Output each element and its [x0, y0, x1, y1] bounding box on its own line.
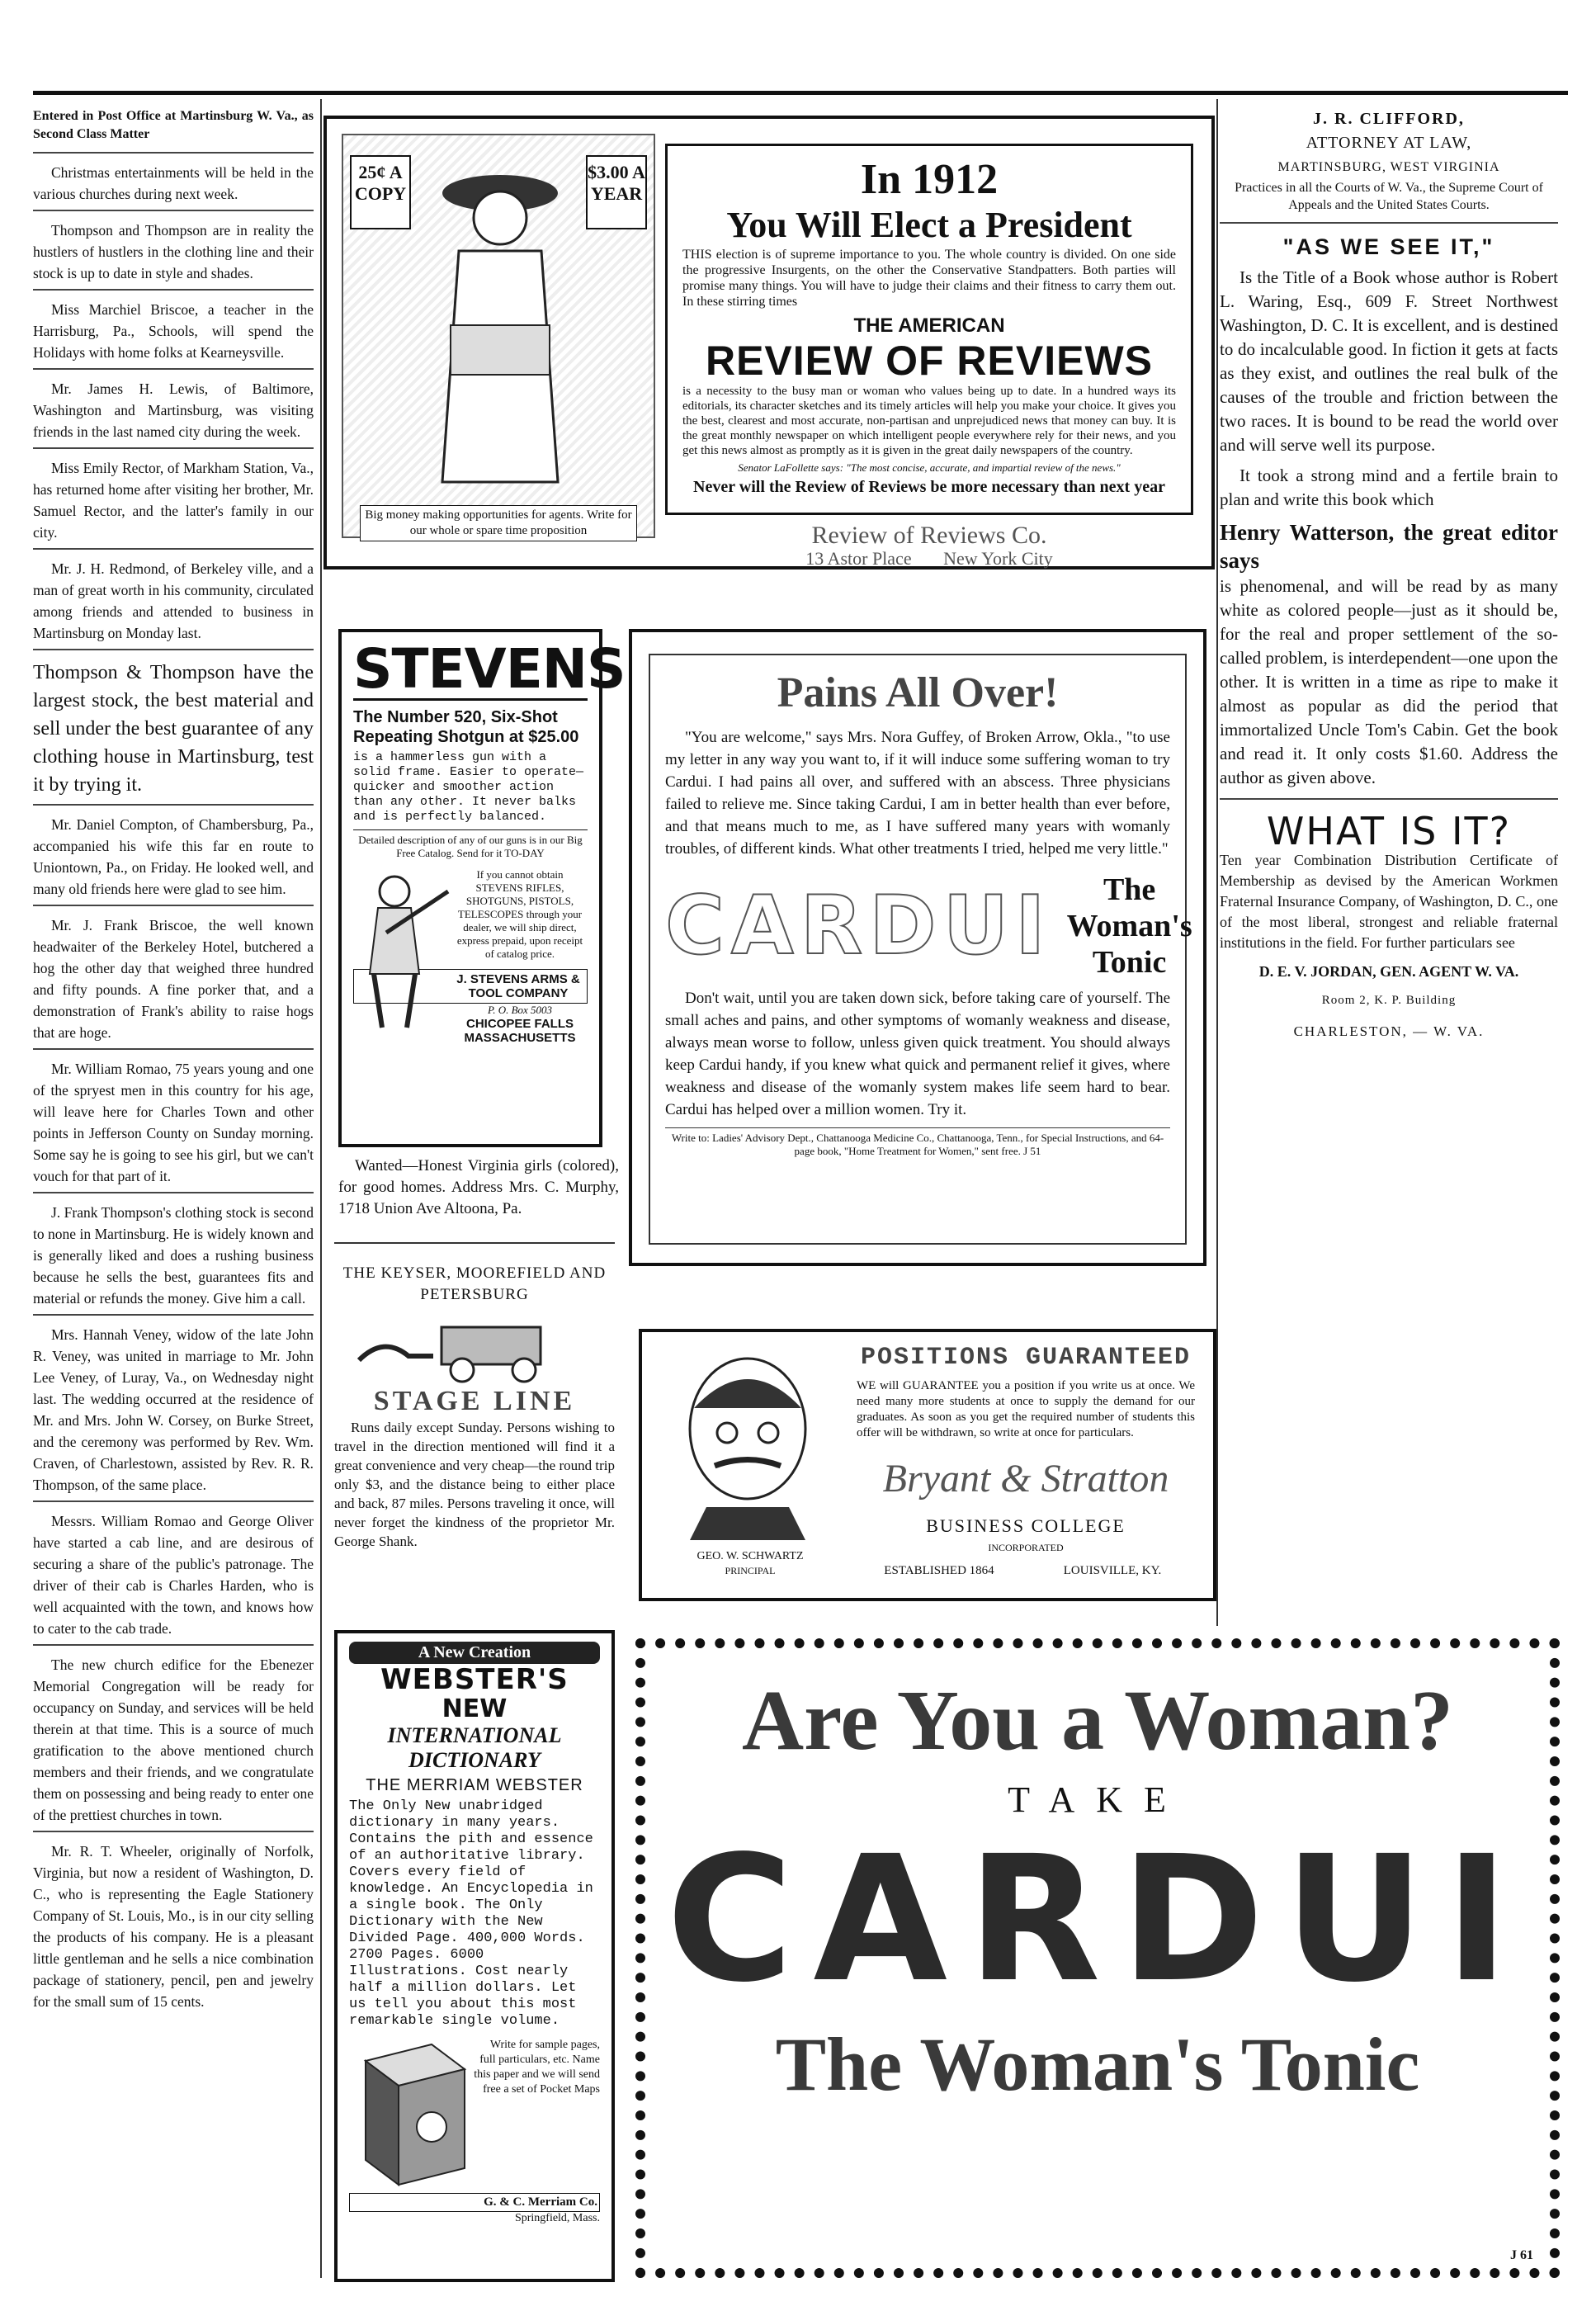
divider	[33, 1314, 314, 1316]
webster-company: G. & C. Merriam Co.	[349, 2193, 600, 2212]
divider	[33, 1048, 314, 1050]
headline-1912: In 1912	[860, 156, 999, 203]
womans-tonic: The Woman's Tonic	[775, 2022, 1420, 2106]
webster-publisher: THE MERRIAM WEBSTER	[366, 1776, 583, 1794]
take-label: TAKE	[1008, 1779, 1188, 1820]
divider	[33, 905, 314, 906]
wanted-notice: Wanted—Honest Virginia girls (colored), for good homes. Address Mrs. C. Murphy, 1718 Union Ave Altoona, Pa.	[338, 1157, 619, 1217]
right-column	[1220, 99, 1558, 1043]
bryant-stratton-ad	[639, 1329, 1216, 1601]
college-city: LOUISVILLE, KY.	[1063, 1564, 1162, 1577]
divider	[33, 804, 314, 806]
reviews-body: is a necessity to the busy man or woman who values being up to date. In a hundred ways its editorials, its character sketches and its timely articles will help you make your choice. It gives you the best, clearest and most accurate, non-partisan and unprejudiced news that money can buy. It is the great monthly newspaper on which intelligent people everywhere rely for their news, and you get this news almost as promptly as it is given in the great daily newspapers of the country.	[682, 385, 1176, 457]
news-item: Messrs. William Romao and George Oliver have started a cab line, and are desirous of securing a share of the public's patronage. The driver of their cab is Charles Harden, who is well acquainted with the town, and knows how to cater to the cab trade.	[33, 1513, 314, 1637]
news-item: Mr. William Romao, 75 years young and one of the spryest men in this country for his age, will leave here for Charles Town and other points in Jefferson County on Sunday morning. Some say he is going to see his girl, but we can't vouch for that part of it.	[33, 1061, 314, 1184]
divider	[33, 1192, 314, 1193]
divider	[33, 1831, 314, 1832]
pains-brand-row	[665, 872, 1192, 981]
pains-cardui-brand: CARDUI	[665, 879, 1052, 973]
book-paragraph-2b: is phenomenal, and will be read by as many white as colored people—just as it should be, for the real and proper settlement of the so-called problem, is interdependent—one upon the other. It is written in a time as ripe to make it almost as popular as did the period that immortalized Uncle Tom's Cabin. Get the book and read it. It only costs $1.60. Address the author as given above.	[1220, 576, 1558, 787]
headline-president: You Will Elect a President	[726, 205, 1132, 245]
cardui-brand: CARDUI	[666, 1818, 1529, 2020]
review-of-reviews-title: REVIEW OF REVIEWS	[705, 338, 1154, 384]
watterson-highlight: Henry Watterson, the great editor says	[1220, 520, 1558, 573]
the-american-label: THE AMERICAN	[853, 314, 1005, 337]
what-is-it-body: Ten year Combination Distribution Certificate of Membership as devised by the American Workmen Fraternal Insurance Company, of Washington, D. C., one of the most liberal, strongest and reliable fraternal institutions in the field. For further particulars see	[1220, 852, 1558, 951]
incorporated-label: INCORPORATED	[988, 1542, 1064, 1553]
business-college: BUSINESS COLLEGE	[926, 1515, 1126, 1536]
news-item: Miss Marchiel Briscoe, a teacher in the Harrisburg, Pa., Schools, will spend the Holidays with home folks at Kearneysville.	[33, 301, 314, 361]
divider	[33, 548, 314, 550]
stage-heading: THE KEYSER, MOOREFIELD AND PETERSBURG	[342, 1264, 607, 1303]
principal-portrait-icon	[657, 1350, 838, 1540]
webster-title-2: NEW	[441, 1694, 508, 1723]
news-item: Thompson and Thompson are in reality the hustlers of hustlers in the clothing line and their stock is up to date in style and shades.	[33, 222, 314, 281]
book-paragraph-2a: It took a strong mind and a fertile brain to plan and write this book which	[1220, 466, 1558, 509]
stevens-box: P. O. Box 5003	[487, 1004, 553, 1016]
book-paragraph-1: Is the Title of a Book whose author is Robert L. Waring, Esq., 609 F. Street Northwest Washington, D. C. It is excellent, and is destined to do incalculable good. In fiction it gets at facts as they exist, and outlines the real bulk of the causes of the trouble and friction between the two races. It is bound to be read the world over and will serve well its purpose.	[1220, 267, 1558, 455]
ad-code: J 61	[1510, 2248, 1533, 2262]
news-item: The new church edifice for the Ebenezer Memorial Congregation will be ready for occupancy on Sunday, and services will be held therein at that time. This is a source of much gratification to the above mentioned church members and their friends, and we congratulate them on possessing and being ready to enter one of the prettiest churches in town.	[33, 1656, 314, 1823]
dictionary-book-icon	[349, 2036, 473, 2193]
webster-title-1: WEBSTER'S	[380, 1663, 569, 1696]
left-news-column	[33, 107, 314, 2016]
stevens-city: CHICOPEE FALLS MASSACHUSETTS	[464, 1017, 576, 1045]
news-item: Mr. Daniel Compton, of Chambersburg, Pa., accompanied his wife this far en route to Uniontown, Pa., on Friday. He looked well, and many old friends here were glad to see him.	[33, 816, 314, 897]
pains-title: Pains All Over!	[777, 669, 1059, 716]
news-item: Miss Emily Rector, of Markham Station, Va., has returned home after visiting her brother, Mr. Samuel Rector, and the latter's family in our city.	[33, 460, 314, 541]
never-tagline: Never will the Review of Reviews be more necessary than next year	[693, 478, 1165, 496]
hunter-boy-icon	[353, 867, 452, 1032]
divider	[33, 289, 314, 291]
news-item: Mr. James H. Lewis, of Baltimore, Washington and Martinsburg, was visiting friends in the last named city during the week.	[33, 380, 314, 440]
reviews-main-panel	[665, 144, 1193, 515]
stevens-logo: STEVENS	[353, 637, 626, 701]
book-heading: "AS WE SEE IT,"	[1282, 234, 1495, 259]
entry-note: Entered in Post Office at Martinsburg W. Va., as Second Class Matter	[33, 109, 314, 141]
divider	[33, 1644, 314, 1646]
lafollette-quote: Senator LaFollette says: "The most concise, accurate, and impartial review of the news."	[738, 461, 1121, 474]
agent-room: Room 2, K. P. Building	[1321, 994, 1457, 1007]
lawyer-practice: Practices in all the Courts of W. Va., the Supreme Court of Appeals and the United States Courts.	[1235, 181, 1543, 212]
new-creation-banner: A New Creation	[349, 1642, 600, 1664]
news-item: Mr. J. H. Redmond, of Berkeley ville, and a man of great worth in his community, circulated among friends and attended to business in Martinsburg on Monday last.	[33, 560, 314, 641]
news-item: Mrs. Hannah Veney, widow of the late John R. Veney, was united in marriage to Mr. John Lee Veney, of Luray, Va., on Wednesday night last. The wedding occurred at the residence of Mr. and Mrs. John W. Corsey, on Burke Street, and the ceremony was performed by Rev. Wm. Craven, of Charlestown, assisted by Rev. R. R. Thompson, of the same place.	[33, 1326, 314, 1493]
pains-footer: Write to: Ladies' Advisory Dept., Chattanooga Medicine Co., Chattanooga, Tenn., for Special Instructions, and 64-page book, "Home Treatment for Women," sent free. J 51	[665, 1127, 1170, 1158]
positions-body: WE will GUARANTEE you a position if you write us at once. We need many more students at once to supply the demand for our graduates. As soon as you get the required number of students this offer will be withdrawn, so write at once for particulars.	[857, 1379, 1195, 1439]
stage-line-ad	[334, 1263, 615, 1609]
top-rule	[33, 91, 1568, 95]
principal-label: PRINCIPAL	[725, 1565, 776, 1576]
pains-testimonial: "You are welcome," says Mrs. Nora Guffey, of Broken Arrow, Okla., "to use my letter in any way you want to, if it will induce some suffering woman to try Cardui. I had pains all over, and suffered with an abscess. Three physicians failed to relieve me. Since taking Cardui, I am in better health than ever before, and that means much to me, as I have suffered many years with womanly troubles, of different kinds. What other treatments I tried, helped me very little."	[665, 729, 1170, 858]
webster-sample: Write for sample pages, full particulars, etc. Name this paper and we will send free a set of Pocket Maps	[474, 2039, 600, 2096]
stevens-body: is a hammerless gun with a solid frame. Easier to operate—quicker and smoother action than any other. It never balks and is perfectly balanced.	[353, 750, 584, 824]
column-rule-2	[1216, 99, 1218, 1626]
cardui-pains-ad	[629, 629, 1206, 1266]
lawyer-name: J. R. CLIFFORD,	[1313, 110, 1465, 128]
news-item: Mr. J. Frank Briscoe, the well known headwaiter of the Berkeley Hotel, butchered a hog the other day that weighed three hundred and fifty pounds. A fine porker that, and a demonstration of Frank's ability to raise hogs that are hoge.	[33, 917, 314, 1041]
reviews-company: Review of Reviews Co.	[811, 522, 1047, 549]
newsgirl-illustration	[342, 134, 655, 538]
what-is-it-heading: WHAT IS IT?	[1266, 809, 1512, 853]
webster-city: Springfield, Mass.	[514, 2212, 600, 2224]
stage-body: Runs daily except Sunday. Persons wishing to travel in the direction mentioned will find it a great convenience and very cheap—the round trip only $3, and the distance being to either place and back, 87 miles. Persons traveling it once, will never forget the kindness of the proprietor Mr. George Shank.	[334, 1420, 615, 1549]
divider	[33, 210, 314, 211]
stage-line-title: STAGE LINE	[373, 1386, 576, 1416]
principal-name: GEO. W. SCHWARTZ	[696, 1550, 804, 1562]
pains-advice: Don't wait, until you are taken down sick, before taking care of yourself. The small aches and pains, and other symptoms of womanly weakness and disease, always mean worse to follow, unless given quick treatment. You should always keep Cardui handy, if you knew what quick and permanent relief it gives, where weakness and disease of the womanly system makes life seem hard to bear. Cardui has helped over a million women. Try it.	[665, 990, 1170, 1118]
news-item: Christmas entertainments will be held in the various churches during next week.	[33, 164, 314, 202]
agent-name: D. E. V. JORDAN, GEN. AGENT W. VA.	[1258, 963, 1519, 980]
stevens-arms-ad	[338, 629, 626, 1147]
divider	[33, 1500, 314, 1502]
pains-tonic: The Woman's Tonic	[1066, 872, 1192, 980]
stevens-obtain: If you cannot obtain STEVENS RIFLES, SHOTGUNS, PISTOLS, TELESCOPES through your dealer, we will ship direct, express prepaid, upon receipt of catalog price.	[456, 868, 583, 960]
pains-inner-frame	[649, 654, 1192, 1245]
lawyer-title: ATTORNEY AT LAW,	[1306, 134, 1472, 152]
year-price-box: $3.00 A YEAR	[586, 155, 647, 229]
divider	[1220, 798, 1558, 800]
webster-dictionary-ad	[334, 1630, 615, 2282]
webster-body: The Only New unabridged dictionary in many years. Contains the pith and essence of an authoritative library. Covers every field of knowledge. An Encyclopedia in a single book. The Only Dictionary with the New Divided Page. 400,000 Words. 2700 Pages. 6000 Illustrations. Cost nearly half a million dollars. Let us tell you about this most remarkable single volume.	[349, 1798, 593, 2029]
agents-caption: Big money making opportunities for agents. Write for our whole or spare time proposition	[360, 505, 637, 541]
webster-title-3: INTERNATIONAL	[387, 1723, 562, 1747]
news-item: Thompson & Thompson have the largest stock, the best material and sell under the best guarantee of any clothing house in Martinsburg, test it by trying it.	[33, 662, 314, 796]
divider	[33, 447, 314, 449]
bryant-stratton-signature: Bryant & Stratton	[882, 1457, 1169, 1500]
are-you-a-woman: Are You a Woman?	[742, 1673, 1453, 1768]
column-rule-1	[320, 99, 322, 2278]
divider	[33, 649, 314, 650]
divider	[334, 1242, 615, 1244]
reviews-address: 13 Astor Place New York City	[805, 548, 1053, 569]
reviews-intro: THIS election is of supreme importance to you. The whole country is divided. On one side the progressive Insurgents, on the other the Conservative Standpatters. Both parties will promise many things. You will have to judge their claims and their fitness to carry them out. In these stirring times	[682, 248, 1176, 309]
news-item: Mr. R. T. Wheeler, originally of Norfolk, Virginia, but now a resident of Washington, D. C., who is representing the Eagle Stationery Company of St. Louis, Mo., is in our city selling the products of his company. He is a pleasant little gentleman and he sells a nice combination package of stationery, pencil, pen and jewelry for the small sum of 15 cents.	[33, 1843, 314, 2010]
stagecoach-icon	[351, 1311, 598, 1385]
news-item: J. Frank Thompson's clothing stock is second to none in Martinsburg. He is widely known and is generally liked and does a rushing business because he sells the best, guarantees fits and material or refunds the money. Give him a call.	[33, 1204, 314, 1307]
review-of-reviews-ad	[323, 116, 1215, 569]
cardui-woman-ad	[635, 1638, 1560, 2278]
positions-title: POSITIONS GUARANTEED	[860, 1344, 1192, 1372]
divider	[33, 368, 314, 370]
divider	[33, 152, 314, 154]
webster-title-4: DICTIONARY	[408, 1748, 541, 1772]
lawyer-place: MARTINSBURG, WEST VIRGINIA	[1277, 160, 1500, 174]
stevens-company: J. STEVENS ARMS & TOOL COMPANY	[353, 969, 588, 1004]
copy-price-box: 25¢ A COPY	[350, 155, 411, 229]
stevens-catalog: Detailed description of any of our guns is in our Big Free Catalog. Send for it TO-DAY	[353, 829, 588, 860]
agent-city: CHARLESTON, — W. VA.	[1293, 1023, 1485, 1039]
girl-figure-icon	[434, 160, 566, 490]
established-label: ESTABLISHED 1864	[884, 1564, 994, 1577]
stevens-headline: The Number 520, Six-Shot Repeating Shotgun at $25.00	[353, 708, 579, 746]
divider	[1220, 222, 1558, 224]
